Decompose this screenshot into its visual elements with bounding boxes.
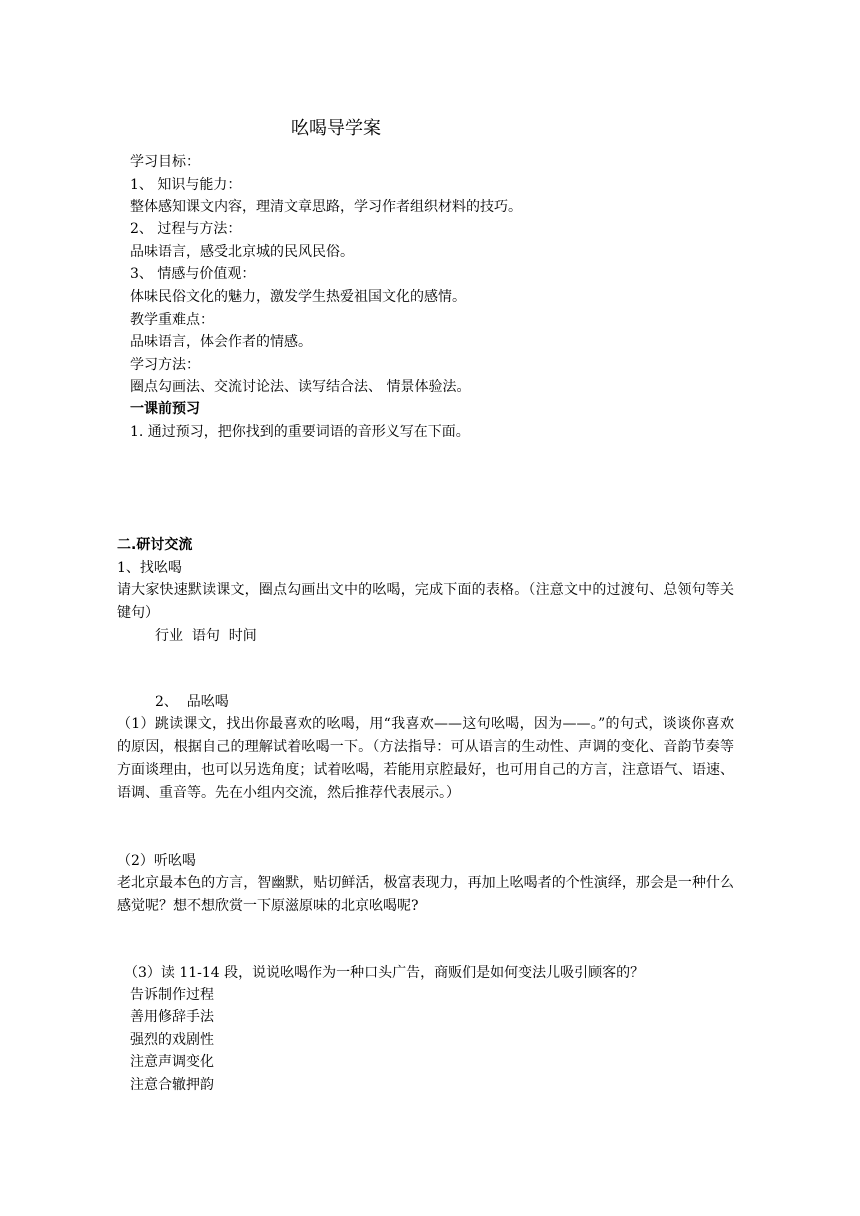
find-text: 请大家快速默读课文，圈点勾画出文中的吆喝，完成下面的表格。（注意文中的过渡句、总领句等关键句） xyxy=(117,582,734,621)
taste-question-3-heading: （3）读 11-14 段，说说吆喝作为一种口头广告，商贩们是如何变法儿吸引顾客的？ xyxy=(124,965,645,981)
objective-text-1: 整体感知课文内容，理清文章思路，学习作者组织材料的技巧。 xyxy=(130,199,522,215)
taste-question-2-heading: （2）听吆喝 xyxy=(117,853,196,869)
objective-text-2: 品味语言，感受北京城的民风民俗。 xyxy=(130,244,354,260)
objective-text-3: 体味民俗文化的魅力，激发学生热爱祖国文化的感情。 xyxy=(130,289,466,305)
methods-text: 圈点勾画法、交流讨论法、读写结合法、 情景体验法。 xyxy=(130,379,471,395)
taste-question-2-text: 老北京最本色的方言，智幽默，贴切鲜活，极富表现力，再加上吆喝者的个性演绎，那会是一种什么感觉呢？想不想欣赏一下原滋原味的北京吆喝呢? xyxy=(117,875,734,914)
objective-label-3: 3、 情感与价值观： xyxy=(130,266,256,282)
q3-answer-2: 善用修辞手法 xyxy=(130,1009,214,1025)
objectives-heading: 学习目标： xyxy=(130,154,200,170)
q3-answer-4: 注意声调变化 xyxy=(130,1054,214,1070)
preview-heading: 一课前预习 xyxy=(130,401,200,417)
objective-label-1: 1、 知识与能力： xyxy=(130,177,242,193)
q3-answer-5: 注意合辙押韵 xyxy=(130,1077,214,1093)
document-title: 吆喝导学案 xyxy=(291,118,381,139)
q3-answer-1: 告诉制作过程 xyxy=(130,987,214,1003)
find-table-header: 行业 语句 时间 xyxy=(155,628,257,644)
taste-question-1: （1）跳读课文，找出你最喜欢的吆喝，用“我喜欢——这句吆喝，因为——。”的句式，谈谈你喜欢的原因，根据自己的理解试着吆喝一下。（方法指导：可从语言的生动性、声调的变化、音韵节奏等方面谈理由，也可以另选角度；试着吆喝，若能用京腔最好，也可用自己的方言，注意语气、语速、语调、重音等。先在小组内交流，然后推荐代表展示。） xyxy=(117,716,734,801)
taste-heading: 2、 品吆喝 xyxy=(155,694,229,710)
find-heading: 1、找吆喝 xyxy=(117,560,182,576)
key-points-heading: 教学重难点： xyxy=(130,312,214,328)
objective-label-2: 2、 过程与方法： xyxy=(130,221,242,237)
discussion-heading: 二.研讨交流 xyxy=(117,537,193,553)
key-points-text: 品味语言，体会作者的情感。 xyxy=(130,334,312,350)
q3-answer-3: 强烈的戏剧性 xyxy=(130,1032,214,1048)
methods-heading: 学习方法： xyxy=(130,357,200,373)
preview-item-1: 1. 通过预习，把你找到的重要词语的音形义写在下面。 xyxy=(130,424,470,440)
